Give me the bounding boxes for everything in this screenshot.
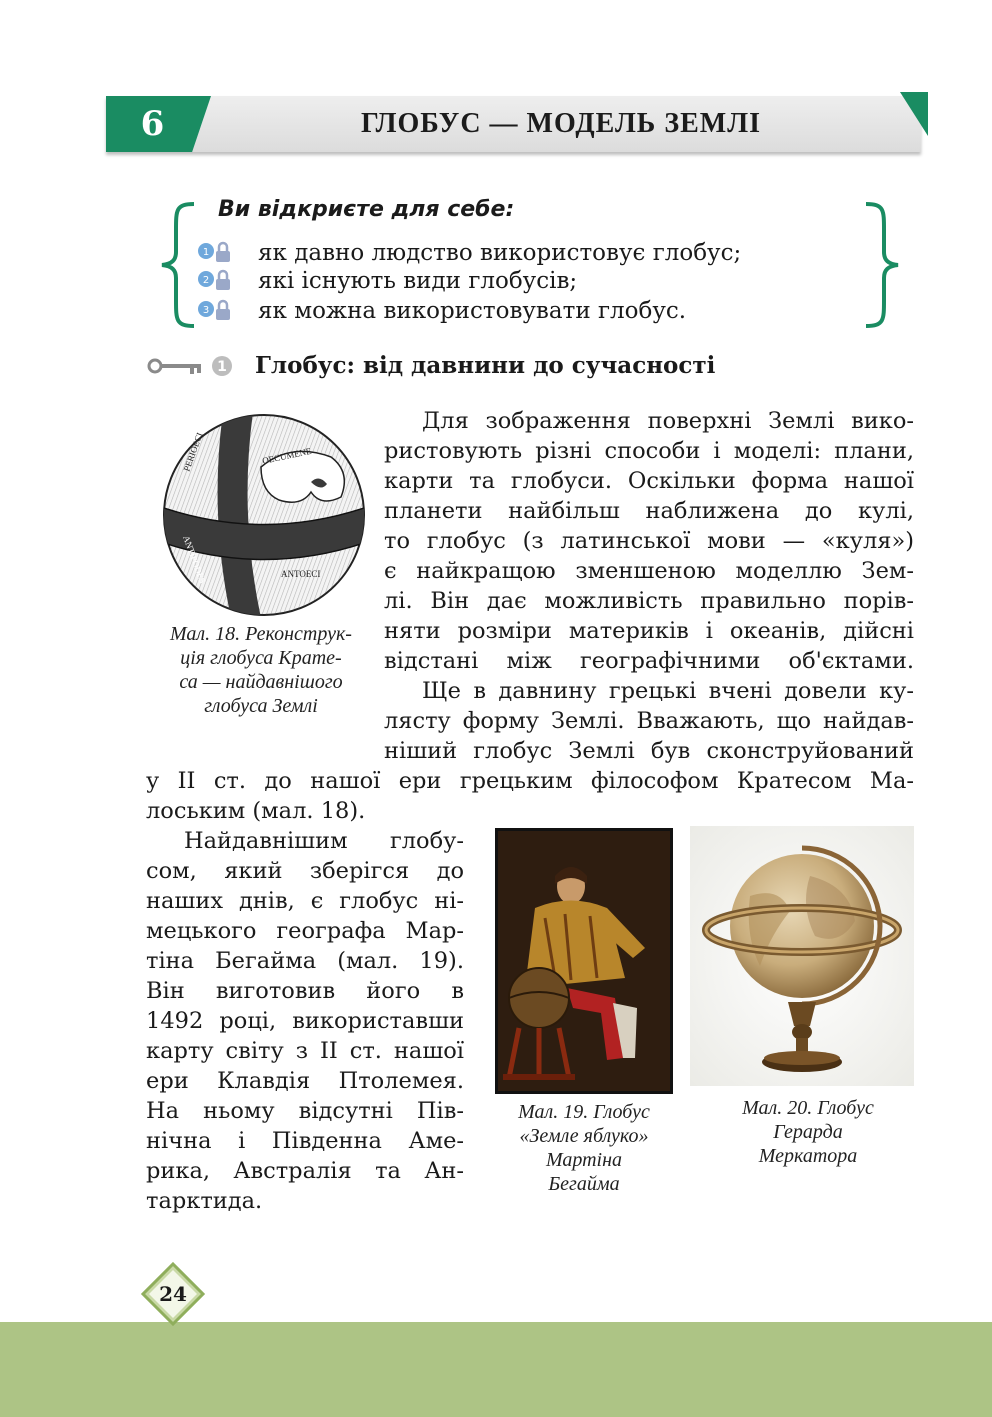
footer-band <box>0 1322 992 1417</box>
intro-item-text: які існують види глобусів; <box>258 268 578 294</box>
paragraph-2-narrow: Ще в давнину грецькі вчені довели ку- лясту форму Землі. Вважають, що найдав- ніший глобус Землі був сконструйований <box>384 678 914 764</box>
intro-item-2 <box>196 266 577 296</box>
globe-label: PERIOECI <box>181 431 205 473</box>
paragraph-3: Найдавнішим глобу- сом, який зберігся до наших днів, є глобус ні- мецького географа Мар- тіна Бегайма (мал. 19). Він виготовив його в 1492 році, використавши карту світу з II ст. нашої ери Клавдія Птолемея. На ньому відсутні Пів- нічна і Південна Аме- рика, Австралія та Ан- тарктида. <box>146 828 464 1214</box>
figure-19-caption: Мал. 19. Глобус «Земле яблуко» Мартіна Бегайма <box>518 1101 650 1195</box>
crates-globe-illustration <box>161 412 367 618</box>
section-title: Глобус: від давнини до сучасності <box>255 352 716 379</box>
globe-label: ANTIPODES <box>181 534 208 585</box>
svg-text:3: 3 <box>202 305 210 316</box>
behaim-painting-image <box>495 828 673 1094</box>
intro-item-3 <box>196 296 686 326</box>
paragraph-2-wide: у II ст. до нашої ери грецьким філософом Кратесом Ма- лоським (мал. 18). <box>146 768 914 824</box>
figure-18-caption: Мал. 18. Реконструк- ція глобуса Крате- са — найдавнішого глобуса Землі <box>170 623 352 717</box>
section-number: 1 <box>217 359 227 375</box>
globe-label: ANTOECI <box>281 569 321 579</box>
intro-item-1 <box>196 238 741 268</box>
figure-20-caption: Мал. 20. Глобус Герарда Меркатора <box>742 1097 874 1167</box>
lock-number-2-icon <box>196 268 236 294</box>
chapter-title: ГЛОБУС — МОДЕЛЬ ЗЕМЛІ <box>361 108 761 139</box>
lock-number-1-icon <box>196 240 236 266</box>
key-icon <box>146 354 236 378</box>
intro-item-text: як можна використовувати глобус. <box>258 298 687 324</box>
paragraph-1: Для зображення поверхні Землі вико- ристовують різні способи і моделі: плани, карти та глобуси. Оскільки форма нашої планети найбільш наближена до кулі, то глобус (з латинської мови — «куля») є найкращою зменшеною моделлю Зем- лі. Він дає можливість правильно порів- няти розміри материків і океанів, дійсні відстані між географічними об'єктами. <box>384 408 914 674</box>
intro-lead: Ви відкриєте для себе: <box>218 197 515 222</box>
svg-text:1: 1 <box>202 247 210 258</box>
intro-item-text: як давно людство використовує глобус; <box>258 240 742 266</box>
lock-number-3-icon <box>196 298 236 324</box>
right-brace-icon <box>862 200 902 330</box>
mercator-globe-image <box>690 826 914 1086</box>
svg-text:2: 2 <box>202 275 210 286</box>
left-brace-icon <box>158 200 198 330</box>
globe-label: OECUMENE <box>261 445 313 466</box>
page-number: 24 <box>159 1282 187 1306</box>
lesson-number: 6 <box>140 104 165 144</box>
